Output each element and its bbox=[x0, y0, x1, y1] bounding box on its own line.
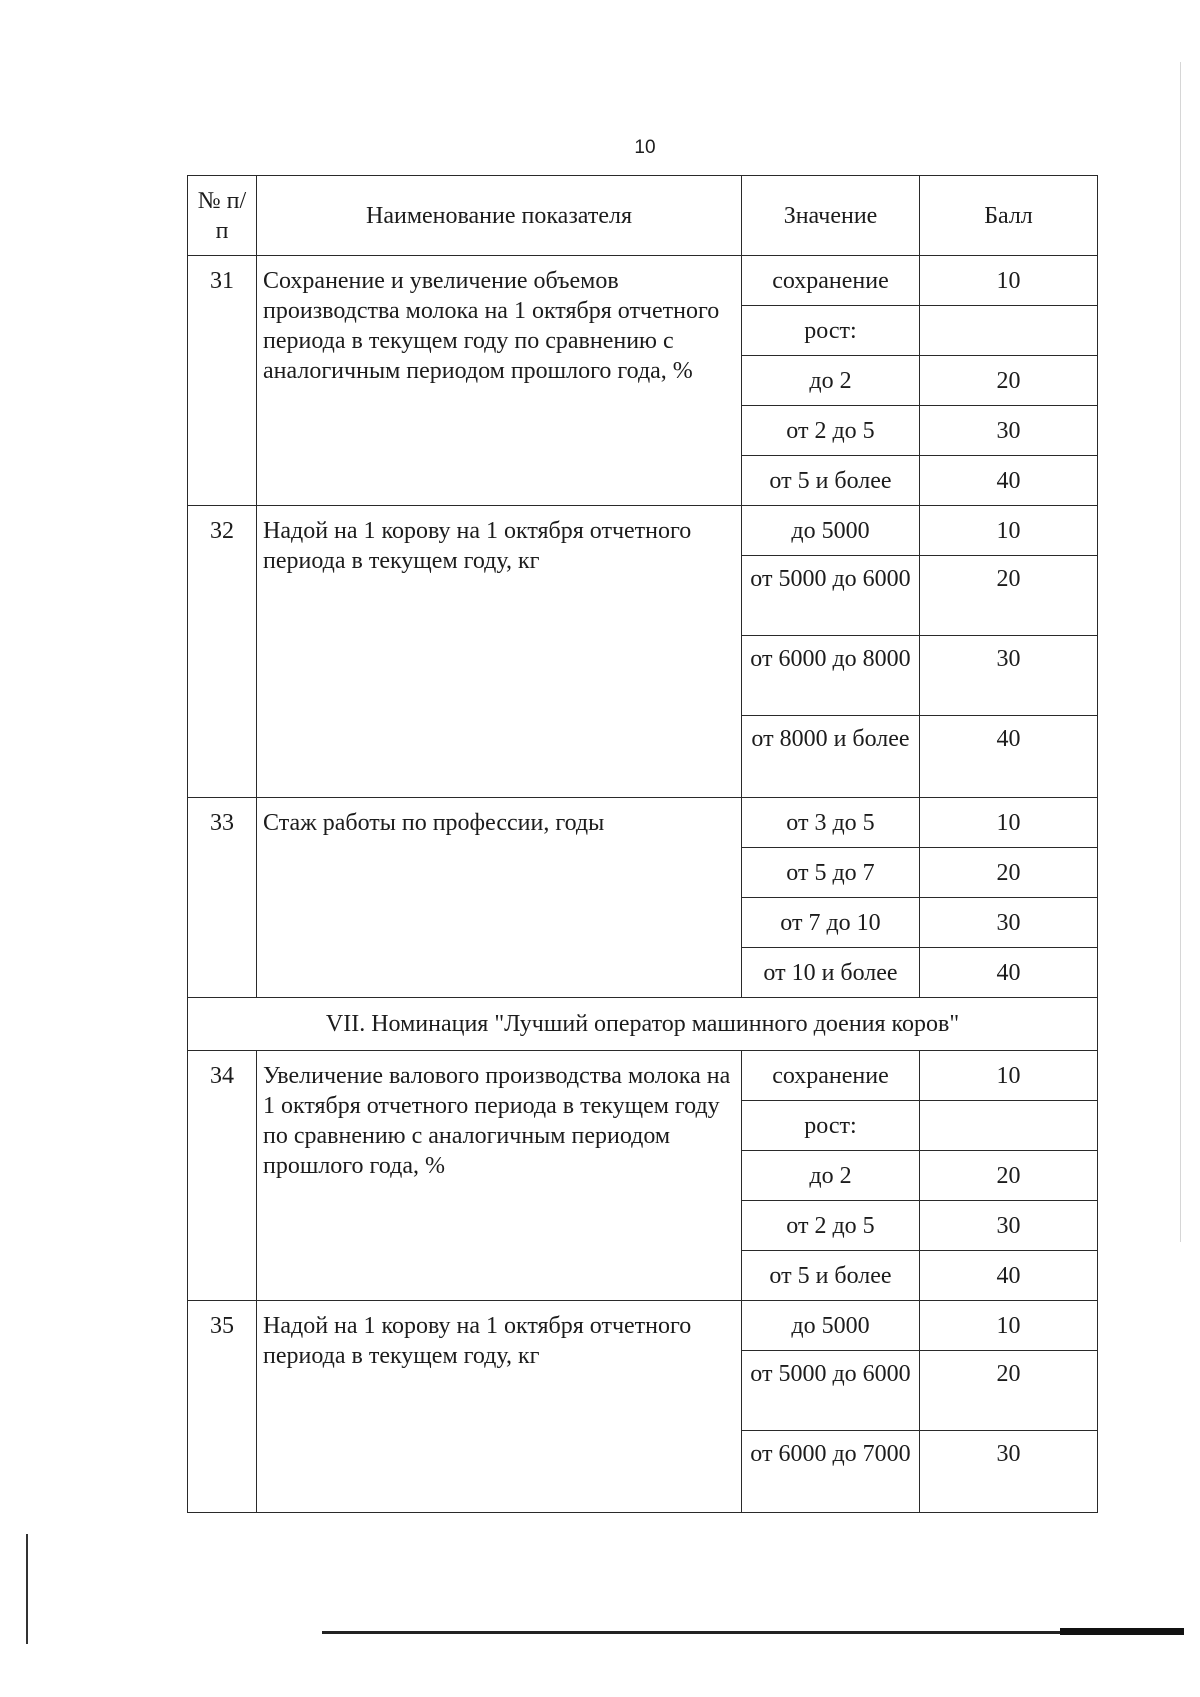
value-cell: рост: bbox=[742, 1101, 920, 1151]
table-header-row bbox=[188, 176, 1098, 256]
table-row bbox=[188, 256, 1098, 306]
indicator-name: Надой на 1 корову на 1 октября отчетного периода в текущем году, кг bbox=[257, 506, 742, 798]
value-cell: от 5 до 7 bbox=[742, 848, 920, 898]
value-cell: от 3 до 5 bbox=[742, 798, 920, 848]
scan-margin-line bbox=[1180, 62, 1181, 1242]
score-cell: 20 bbox=[920, 1351, 1098, 1431]
score-cell bbox=[920, 1101, 1098, 1151]
header-score: Балл bbox=[920, 176, 1098, 256]
score-cell: 30 bbox=[920, 1201, 1098, 1251]
row-number: 32 bbox=[188, 506, 257, 798]
bottom-rule bbox=[322, 1631, 1184, 1634]
value-cell: от 2 до 5 bbox=[742, 1201, 920, 1251]
value-cell: от 8000 и более bbox=[742, 716, 920, 798]
indicator-name: Стаж работы по профессии, годы bbox=[257, 798, 742, 998]
value-cell: от 5000 до 6000 bbox=[742, 1351, 920, 1431]
score-cell: 40 bbox=[920, 456, 1098, 506]
score-cell: 20 bbox=[920, 356, 1098, 406]
score-cell: 20 bbox=[920, 1151, 1098, 1201]
value-cell: сохранение bbox=[742, 1051, 920, 1101]
value-cell: до 5000 bbox=[742, 1301, 920, 1351]
table-row bbox=[188, 1051, 1098, 1101]
value-cell: от 10 и более bbox=[742, 948, 920, 998]
section-heading: VII. Номинация "Лучший оператор машинного доения коров" bbox=[188, 998, 1098, 1051]
value-cell: сохранение bbox=[742, 256, 920, 306]
criteria-table bbox=[187, 175, 1098, 1513]
value-cell: от 5 и более bbox=[742, 1251, 920, 1301]
score-cell: 20 bbox=[920, 556, 1098, 636]
indicator-name: Надой на 1 корову на 1 октября отчетного периода в текущем году, кг bbox=[257, 1301, 742, 1513]
value-cell: от 6000 до 8000 bbox=[742, 636, 920, 716]
value-cell: до 2 bbox=[742, 1151, 920, 1201]
value-cell: от 7 до 10 bbox=[742, 898, 920, 948]
score-cell: 10 bbox=[920, 1051, 1098, 1101]
value-cell: от 6000 до 7000 bbox=[742, 1431, 920, 1513]
score-cell: 20 bbox=[920, 848, 1098, 898]
row-number: 35 bbox=[188, 1301, 257, 1513]
header-name: Наименование показателя bbox=[257, 176, 742, 256]
value-cell: до 2 bbox=[742, 356, 920, 406]
score-cell: 30 bbox=[920, 898, 1098, 948]
score-cell bbox=[920, 306, 1098, 356]
value-cell: от 5000 до 6000 bbox=[742, 556, 920, 636]
score-cell: 30 bbox=[920, 406, 1098, 456]
score-cell: 30 bbox=[920, 636, 1098, 716]
table-row bbox=[188, 798, 1098, 848]
row-number: 34 bbox=[188, 1051, 257, 1301]
table-row bbox=[188, 506, 1098, 556]
section-row bbox=[188, 998, 1098, 1051]
indicator-name: Увеличение валового производства молока на 1 октября отчетного периода в текущем году по сравнению с аналогичным периодом прошлого года, % bbox=[257, 1051, 742, 1301]
bottom-rule bbox=[1060, 1628, 1184, 1635]
row-number: 31 bbox=[188, 256, 257, 506]
table-row bbox=[188, 1301, 1098, 1351]
page-number: 10 bbox=[634, 137, 656, 158]
value-cell: от 5 и более bbox=[742, 456, 920, 506]
scan-margin-line bbox=[26, 1534, 28, 1644]
score-cell: 40 bbox=[920, 1251, 1098, 1301]
row-number: 33 bbox=[188, 798, 257, 998]
header-num: № п/п bbox=[188, 176, 257, 256]
header-value: Значение bbox=[742, 176, 920, 256]
value-cell: до 5000 bbox=[742, 506, 920, 556]
value-cell: рост: bbox=[742, 306, 920, 356]
value-cell: от 2 до 5 bbox=[742, 406, 920, 456]
score-cell: 10 bbox=[920, 1301, 1098, 1351]
indicator-name: Сохранение и увеличение объемов производства молока на 1 октября отчетного периода в текущем году по сравнению с аналогичным периодом прошлого года, % bbox=[257, 256, 742, 506]
score-cell: 40 bbox=[920, 716, 1098, 798]
score-cell: 30 bbox=[920, 1431, 1098, 1513]
score-cell: 10 bbox=[920, 798, 1098, 848]
score-cell: 40 bbox=[920, 948, 1098, 998]
score-cell: 10 bbox=[920, 506, 1098, 556]
score-cell: 10 bbox=[920, 256, 1098, 306]
